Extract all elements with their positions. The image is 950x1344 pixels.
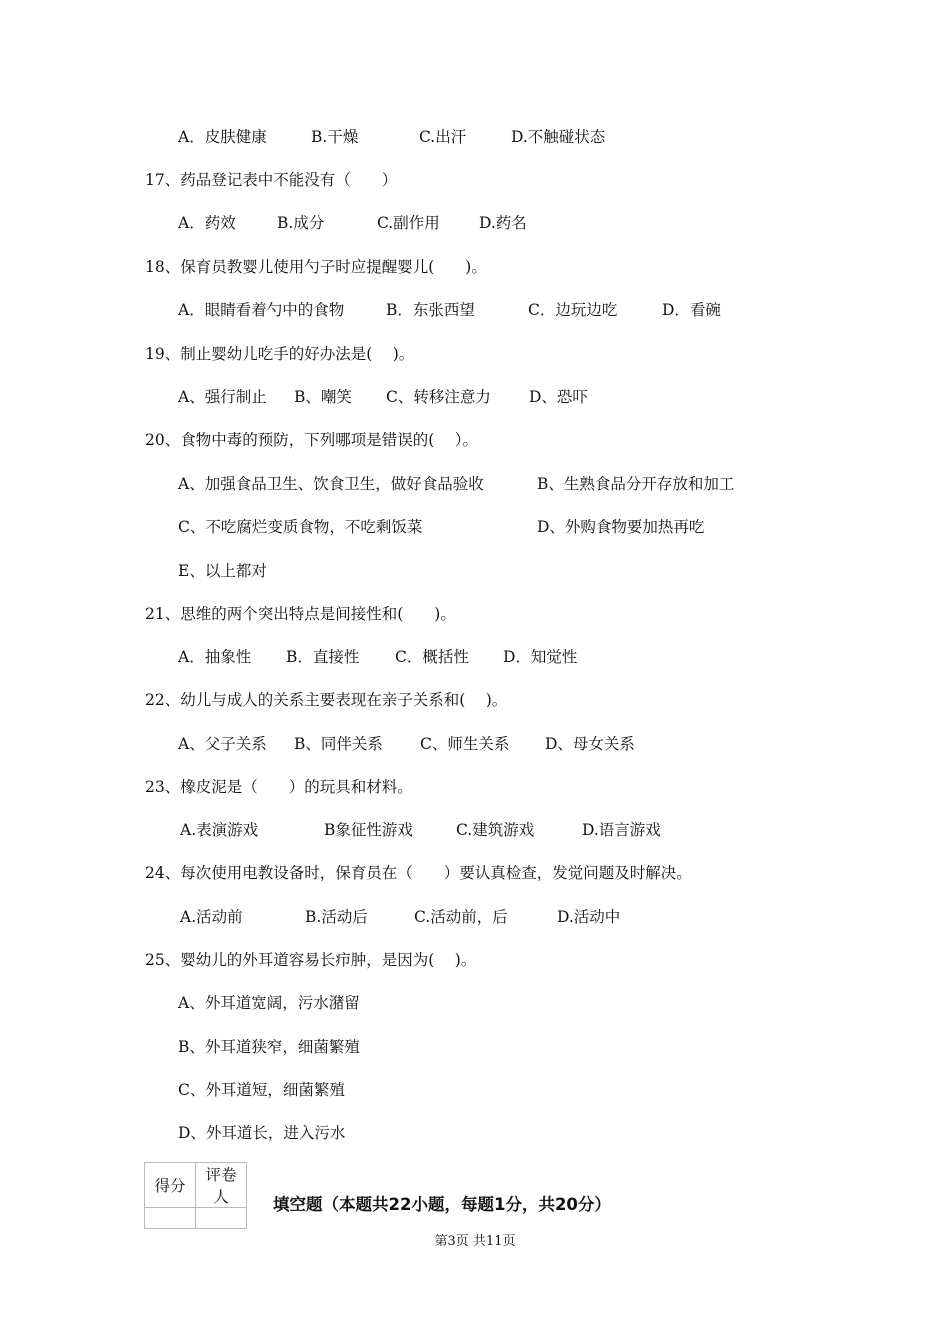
q20-option-d: D、外购食物要加热再吃 xyxy=(537,518,705,536)
q23-stem: 23、橡皮泥是（ ）的玩具和材料。 xyxy=(145,778,413,796)
score-header: 得分 xyxy=(145,1163,196,1208)
q22-stem: 22、幼儿与成人的关系主要表现在亲子关系和( )。 xyxy=(145,691,508,709)
q25-stem: 25、婴幼儿的外耳道容易长疖肿，是因为( )。 xyxy=(145,951,477,969)
q25-option-c: C、外耳道短，细菌繁殖 xyxy=(178,1081,345,1099)
page-footer: 第3页 共11页 xyxy=(434,1234,516,1249)
q23-option-c: C.建筑游戏 xyxy=(456,821,535,839)
q21-option-c: C．概括性 xyxy=(395,648,469,666)
q20-option-a: A、加强食品卫生、饮食卫生，做好食品验收 xyxy=(178,475,484,493)
score-cell xyxy=(145,1208,196,1229)
q18-option-a: A．眼睛看着勺中的食物 xyxy=(178,301,345,319)
q18-option-d: D．看碗 xyxy=(662,301,721,319)
q22-option-d: D、母女关系 xyxy=(545,735,635,753)
q24-option-b: B.活动后 xyxy=(305,908,368,926)
q25-option-b: B、外耳道狭窄，细菌繁殖 xyxy=(178,1038,360,1056)
q23-option-d: D.语言游戏 xyxy=(582,821,661,839)
q18-stem: 18、保育员教婴儿使用勺子时应提醒婴儿( )。 xyxy=(145,258,487,276)
q19-option-c: C、转移注意力 xyxy=(386,388,491,406)
q22-option-b: B、同伴关系 xyxy=(294,735,383,753)
q19-option-b: B、嘲笑 xyxy=(294,388,352,406)
q16-option-c: C.出汗 xyxy=(419,128,467,146)
q16-option-b: B.干燥 xyxy=(311,128,359,146)
q21-option-b: B．直接性 xyxy=(286,648,360,666)
q20-stem: 20、食物中毒的预防，下列哪项是错误的( ）。 xyxy=(145,431,478,449)
q25-option-a: A、外耳道宽阔，污水潴留 xyxy=(178,994,360,1012)
q17-option-a: A．药效 xyxy=(178,214,236,232)
q20-option-c: C、不吃腐烂变质食物，不吃剩饭菜 xyxy=(178,518,423,536)
q18-option-c: C．边玩边吃 xyxy=(528,301,618,319)
grader-header: 评卷人 xyxy=(196,1163,247,1208)
q21-option-a: A．抽象性 xyxy=(178,648,252,666)
q25-option-d: D、外耳道长，进入污水 xyxy=(178,1124,346,1142)
q19-option-d: D、恐吓 xyxy=(529,388,588,406)
q24-option-a: A.活动前 xyxy=(180,908,243,926)
q16-option-a: A．皮肤健康 xyxy=(178,128,267,146)
q17-option-c: C.副作用 xyxy=(377,214,440,232)
q23-option-b: B象征性游戏 xyxy=(324,821,413,839)
q18-option-b: B．东张西望 xyxy=(386,301,475,319)
grader-cell xyxy=(196,1208,247,1229)
q21-option-d: D．知觉性 xyxy=(503,648,578,666)
q24-stem: 24、每次使用电教设备时，保育员在（ ）要认真检查，发觉问题及时解决。 xyxy=(145,864,692,882)
q20-option-e: E、以上都对 xyxy=(178,562,267,580)
section-title: 填空题（本题共22小题，每题1分，共20分） xyxy=(273,1195,611,1214)
q17-stem: 17、药品登记表中不能没有（ ） xyxy=(145,171,398,189)
q17-option-b: B.成分 xyxy=(277,214,325,232)
q19-stem: 19、制止婴幼儿吃手的好办法是( )。 xyxy=(145,345,415,363)
q22-option-c: C、师生关系 xyxy=(420,735,510,753)
q24-option-c: C.活动前，后 xyxy=(414,908,508,926)
q22-option-a: A、父子关系 xyxy=(178,735,267,753)
q20-option-b: B、生熟食品分开存放和加工 xyxy=(537,475,735,493)
q24-option-d: D.活动中 xyxy=(557,908,621,926)
q23-option-a: A.表演游戏 xyxy=(180,821,259,839)
q19-option-a: A、强行制止 xyxy=(178,388,267,406)
score-box xyxy=(144,1162,247,1229)
q16-option-d: D.不触碰状态 xyxy=(511,128,606,146)
q21-stem: 21、思维的两个突出特点是间接性和( )。 xyxy=(145,605,456,623)
q17-option-d: D.药名 xyxy=(479,214,527,232)
